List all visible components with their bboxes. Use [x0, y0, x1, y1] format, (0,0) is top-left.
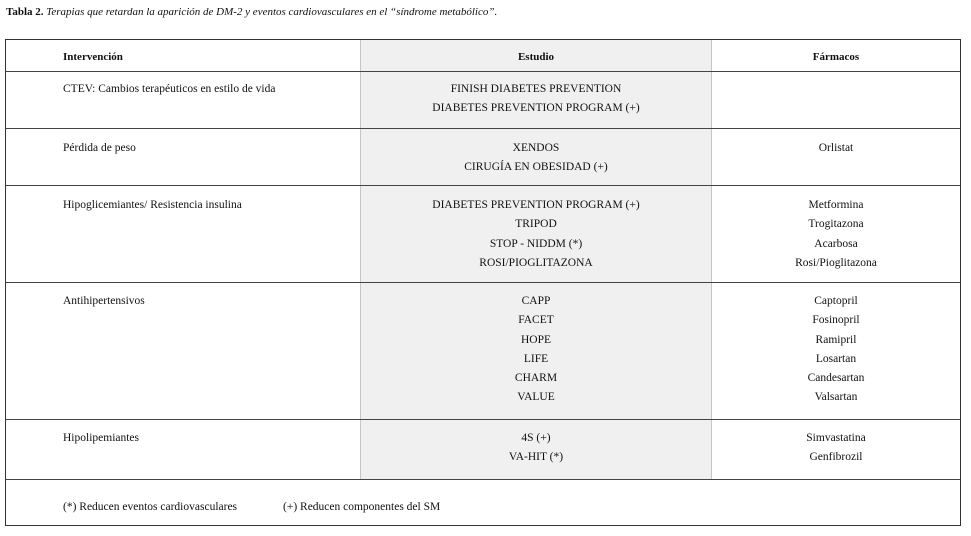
- study-name: VALUE: [517, 391, 555, 404]
- study-name: XENDOS: [512, 142, 560, 154]
- table-row: [6, 186, 960, 283]
- study-cell: [360, 80, 712, 119]
- study-name: DIABETES PREVENTION PROGRAM (+): [432, 102, 640, 115]
- intervention-cell: Pérdida de peso: [63, 142, 136, 154]
- drugs-cell: [712, 292, 960, 408]
- drug-name: Valsartan: [814, 391, 858, 404]
- drug-name: Candesartan: [807, 372, 865, 385]
- table-row: [6, 72, 960, 129]
- drug-name: Orlistat: [818, 142, 854, 154]
- table-caption: [6, 4, 497, 20]
- intervention-cell: Antihipertensivos: [63, 295, 145, 307]
- header-drugs: Fármacos: [812, 51, 860, 63]
- header-study: Estudio: [517, 51, 555, 63]
- drugs-cell: [712, 429, 960, 468]
- therapy-table: [5, 39, 961, 526]
- study-name: CAPP: [521, 295, 551, 307]
- drug-name: Metformina: [808, 199, 864, 211]
- intervention-cell: CTEV: Cambios terapéuticos en estilo de vida: [63, 83, 276, 95]
- study-cell: [360, 139, 712, 178]
- drug-name: Fosinopril: [812, 314, 860, 327]
- study-name: VA-HIT (*): [508, 451, 564, 464]
- study-name: 4S (+): [521, 432, 551, 444]
- drugs-cell: [712, 139, 960, 158]
- table-row: [6, 283, 960, 420]
- drug-name: Acarbosa: [814, 237, 858, 250]
- drug-name: Rosi/Pioglitazona: [795, 256, 877, 269]
- study-name: STOP - NIDDM (*): [489, 237, 583, 250]
- caption-text: Terapias que retardan la aparición de DM-2 y eventos cardiovasculares en el “síndrome metabólico”.: [46, 6, 498, 18]
- intervention-cell: Hipoglicemiantes/ Resistencia insulina: [63, 199, 242, 211]
- header-intervention: Intervención: [63, 51, 123, 63]
- drug-name: Captopril: [814, 295, 858, 307]
- study-name: TRIPOD: [515, 218, 557, 231]
- study-name: DIABETES PREVENTION PROGRAM (+): [432, 199, 640, 211]
- footnote-asterisk: (*) Reducen eventos cardiovasculares: [63, 501, 238, 513]
- drug-name: Genfibrozil: [809, 451, 863, 464]
- table-row: [6, 129, 960, 186]
- drug-name: Ramipril: [815, 333, 857, 346]
- drug-name: Simvastatina: [806, 432, 866, 444]
- caption-label: Tabla 2.: [6, 6, 44, 18]
- study-name: FACET: [518, 314, 554, 327]
- study-name: HOPE: [520, 333, 552, 346]
- study-cell: [360, 292, 712, 408]
- study-name: CIRUGÍA EN OBESIDAD (+): [464, 161, 608, 174]
- study-name: ROSI/PIOGLITAZONA: [479, 256, 593, 269]
- intervention-cell: Hipolipemiantes: [63, 432, 140, 444]
- table-header-row: [6, 40, 960, 72]
- table-row: [6, 420, 960, 480]
- study-cell: [360, 429, 712, 468]
- drugs-cell: [712, 196, 960, 273]
- drug-name: Losartan: [815, 352, 857, 365]
- study-name: FINISH DIABETES PREVENTION: [450, 83, 622, 95]
- study-cell: [360, 196, 712, 273]
- drug-name: Trogitazona: [808, 218, 864, 231]
- study-name: CHARM: [514, 372, 558, 385]
- study-name: LIFE: [523, 352, 549, 365]
- footnote-plus: (+) Reducen componentes del SM: [283, 501, 441, 513]
